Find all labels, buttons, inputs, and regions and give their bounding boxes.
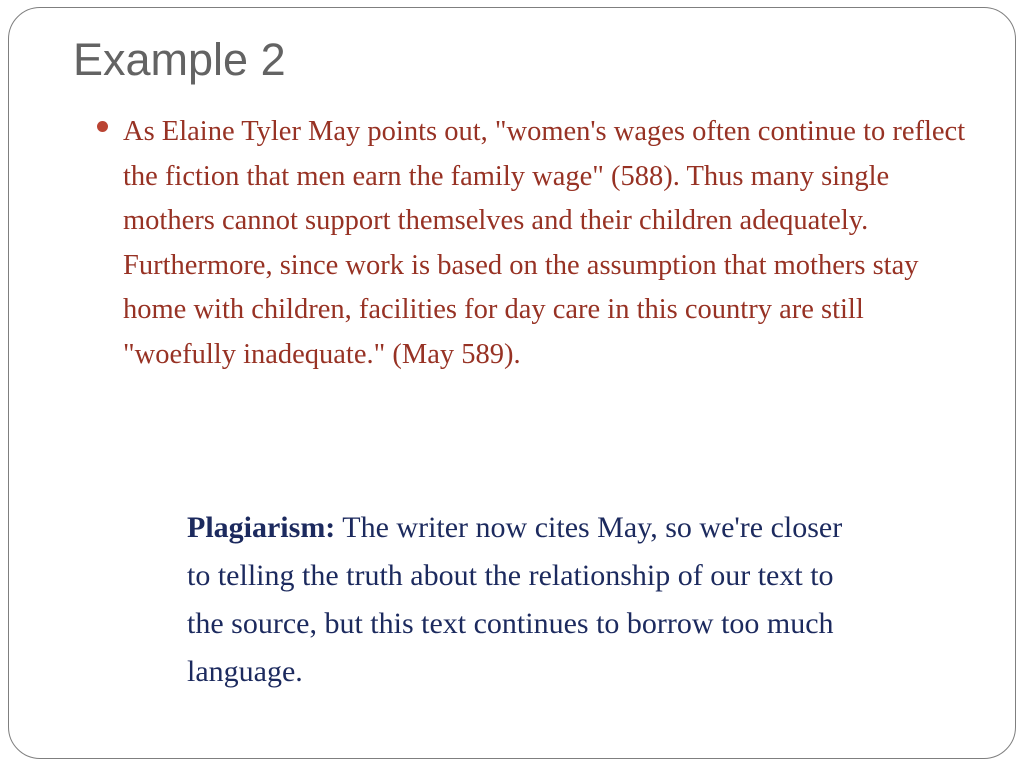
note-text: The writer now cites May, so we're closer to telling the truth about the relationship of our text to the source, but this text continues to borrow too much language.: [187, 511, 843, 688]
note-label: Plagiarism:: [187, 511, 336, 544]
slide-frame: [8, 7, 1016, 759]
bullet-dot-icon: [97, 121, 108, 132]
plagiarism-note: [187, 504, 847, 696]
bullet-item: [97, 110, 967, 377]
bullet-list: [97, 110, 967, 377]
slide-title: Example 2: [73, 34, 286, 85]
bullet-text: As Elaine Tyler May points out, "women's wages often continue to reflect the fiction that men earn the family wage" (588). Thus many single mothers cannot support themselves and their children adequately. Furthermore, since work is based on the assumption that mothers stay home with children, facilities for day care in this country are still "woefully inadequate." (May 589).: [123, 116, 966, 370]
